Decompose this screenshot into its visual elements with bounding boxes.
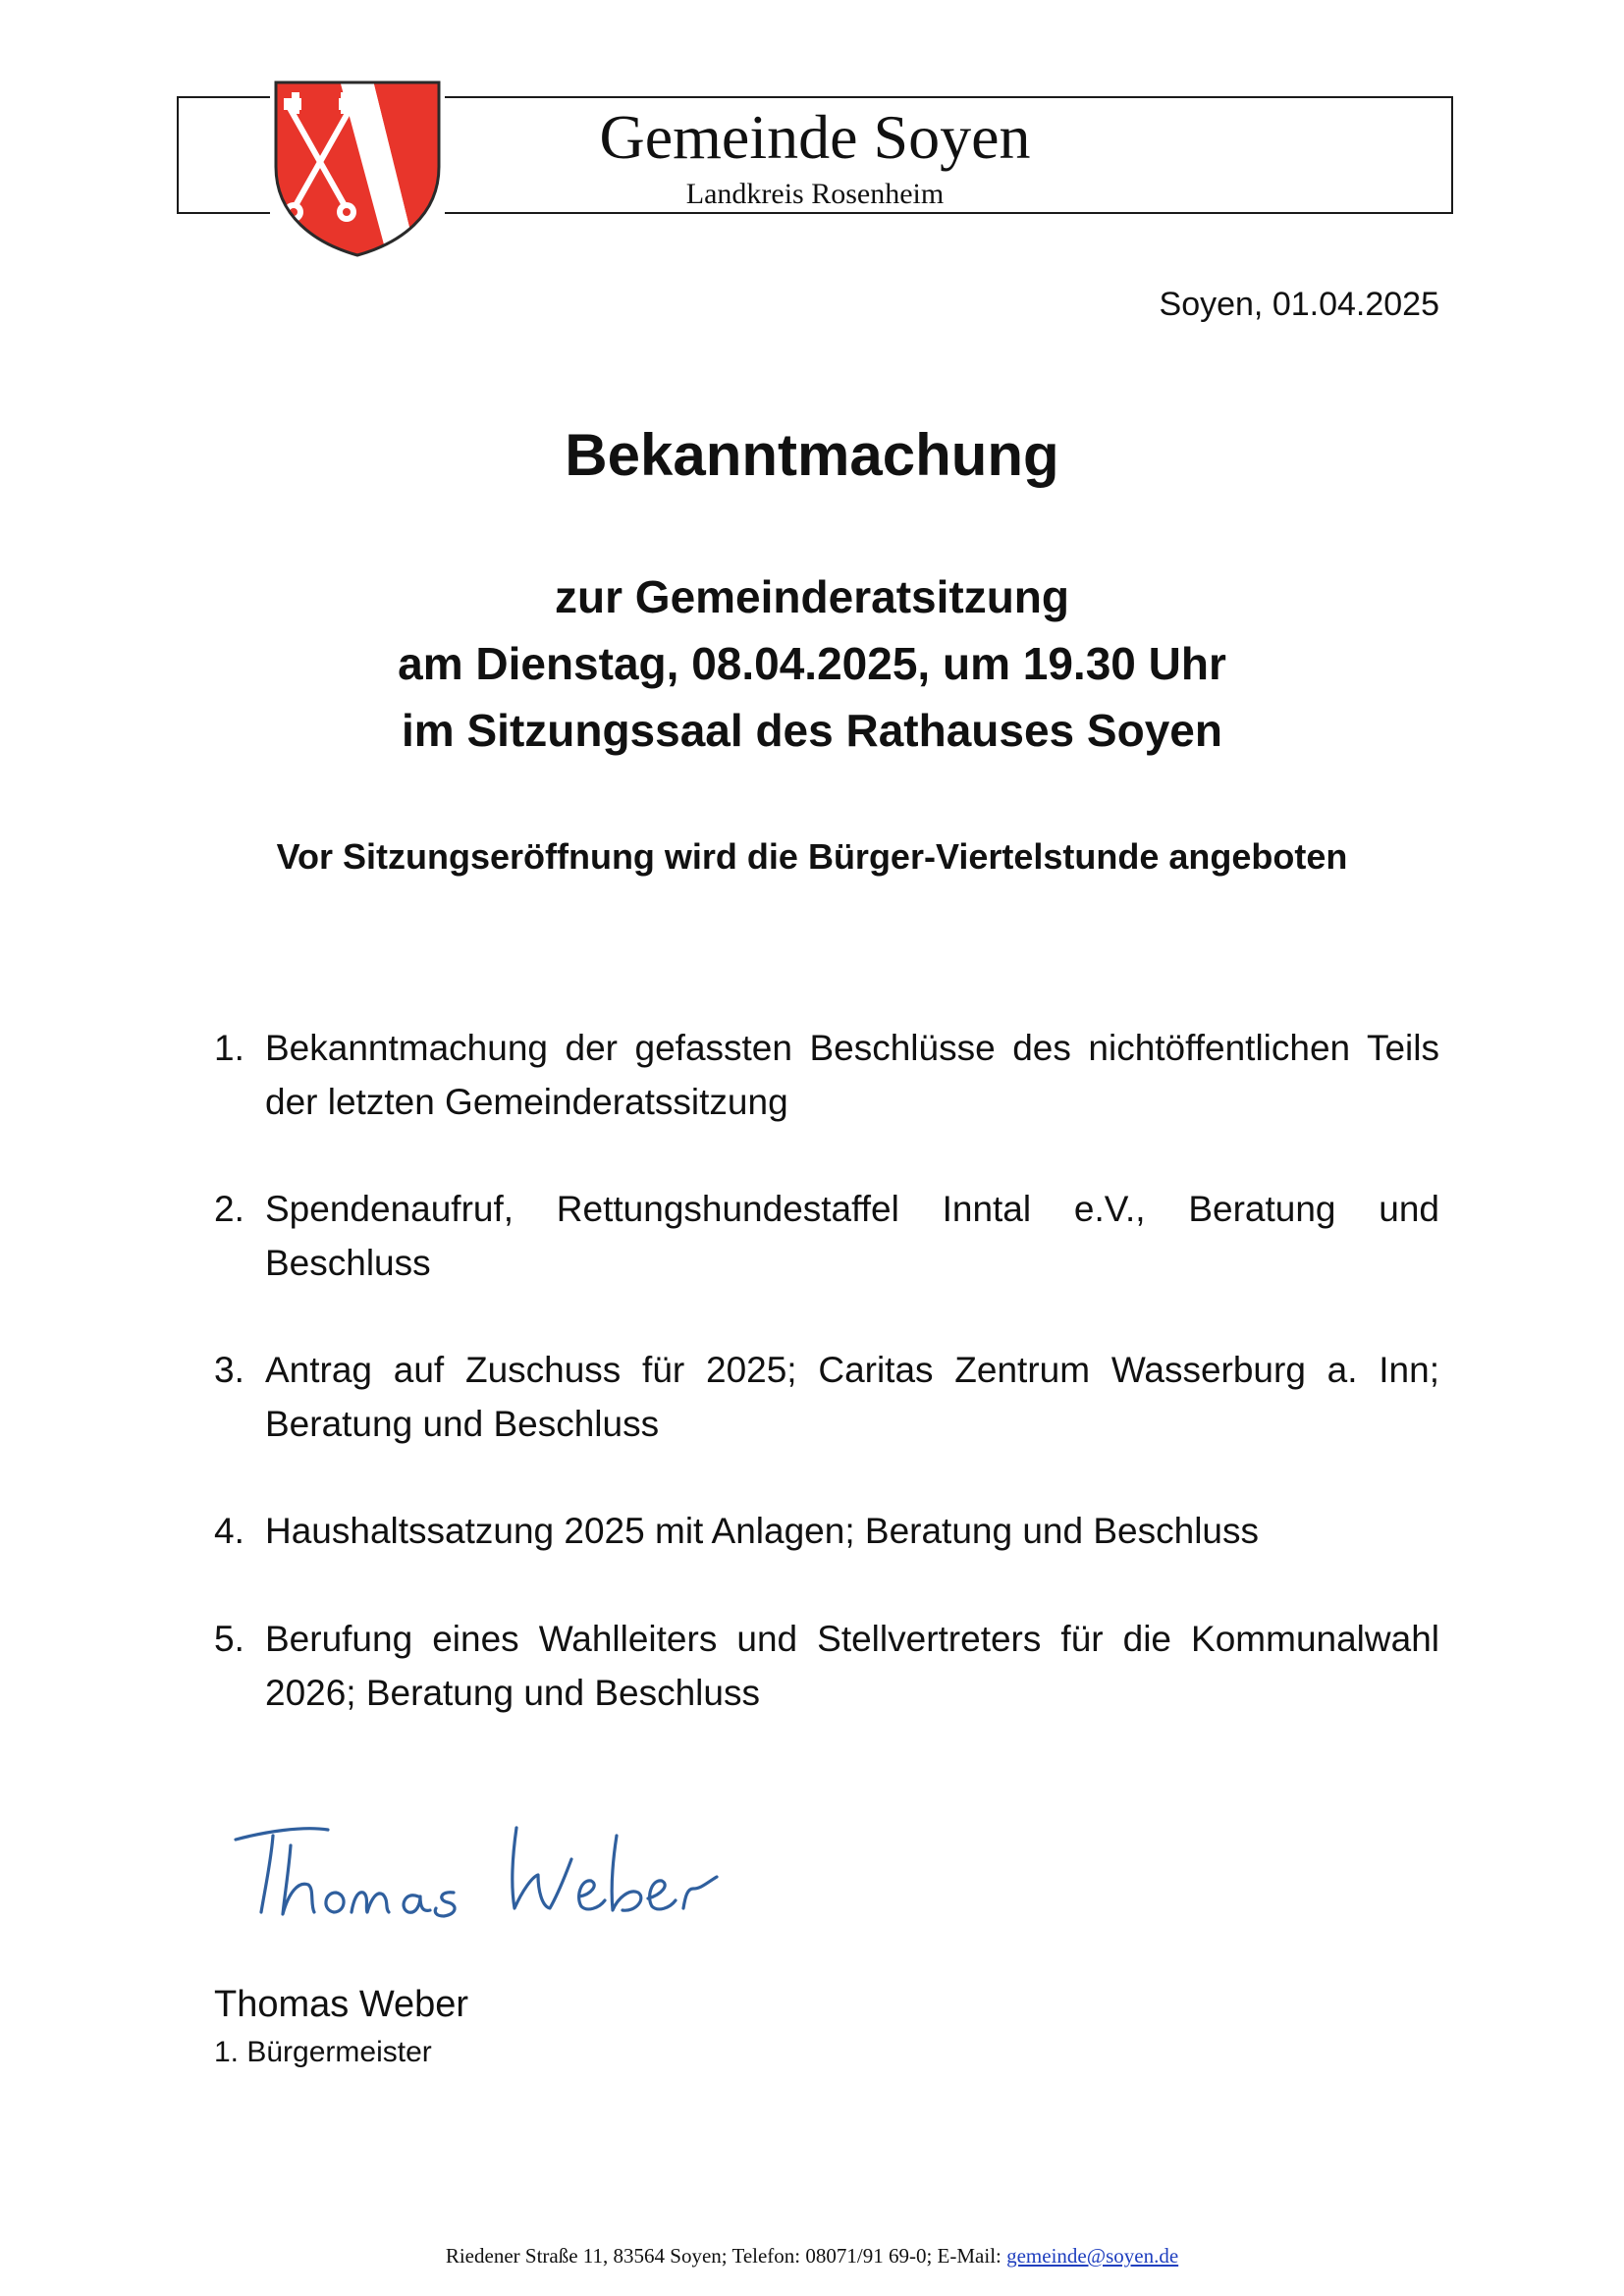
signer-name: Thomas Weber [214,1984,469,2025]
signer-role: 1. Bürgermeister [214,2036,432,2068]
document-title: Bekanntmachung [565,422,1059,488]
agenda-item [214,1504,1439,1558]
agenda-item [214,1021,1439,1129]
agenda-item-number: 3. [214,1350,244,1390]
footer-address: Riedener Straße 11, 83564 Soyen; Telefon: 08071/91 69-0; E-Mail: [445,2244,1007,2268]
citizen-quarter-hour-note: Vor Sitzungseröffnung wird die Bürger-Viertelstunde angeboten [276,836,1348,877]
agenda-item-number: 4. [214,1511,244,1551]
agenda-item-text: Haushaltssatzung 2025 mit Anlagen; Beratung und Beschluss [265,1511,1259,1551]
agenda-item-number: 1. [214,1028,244,1068]
agenda-item-text: Spendenaufruf, Rettungshundestaffel Inntal e.V., Beratung und Beschluss [265,1189,1439,1283]
meeting-line-3: im Sitzungssaal des Rathauses Soyen [402,705,1222,756]
organization-name: Gemeinde Soyen [599,102,1031,172]
agenda-item-text: Antrag auf Zuschuss für 2025; Caritas Zentrum Wasserburg a. Inn; Beratung und Beschluss [265,1350,1439,1444]
agenda-item-text: Berufung eines Wahlleiters und Stellvertreters für die Kommunalwahl 2026; Beratung und Beschluss [265,1619,1439,1713]
footer-contact [0,2242,1624,2269]
agenda-item-number: 2. [214,1189,244,1229]
agenda-item [214,1182,1439,1290]
meeting-details [0,563,1624,764]
meeting-line-2: am Dienstag, 08.04.2025, um 19.30 Uhr [398,638,1226,689]
footer-email-link[interactable]: gemeinde@soyen.de [1006,2244,1179,2268]
handwritten-signature-icon [226,1806,815,1934]
agenda-item-text: Bekanntmachung der gefassten Beschlüsse des nichtöffentlichen Teils der letzten Gemeinderatssitzung [265,1028,1439,1122]
organization-district: Landkreis Rosenheim [685,178,945,210]
coat-of-arms-icon [270,77,445,259]
agenda-item-number: 5. [214,1619,244,1659]
document-date: Soyen, 01.04.2025 [1159,286,1439,323]
agenda-item [214,1343,1439,1451]
meeting-line-1: zur Gemeinderatsitzung [555,571,1069,622]
agenda-item [214,1612,1439,1720]
